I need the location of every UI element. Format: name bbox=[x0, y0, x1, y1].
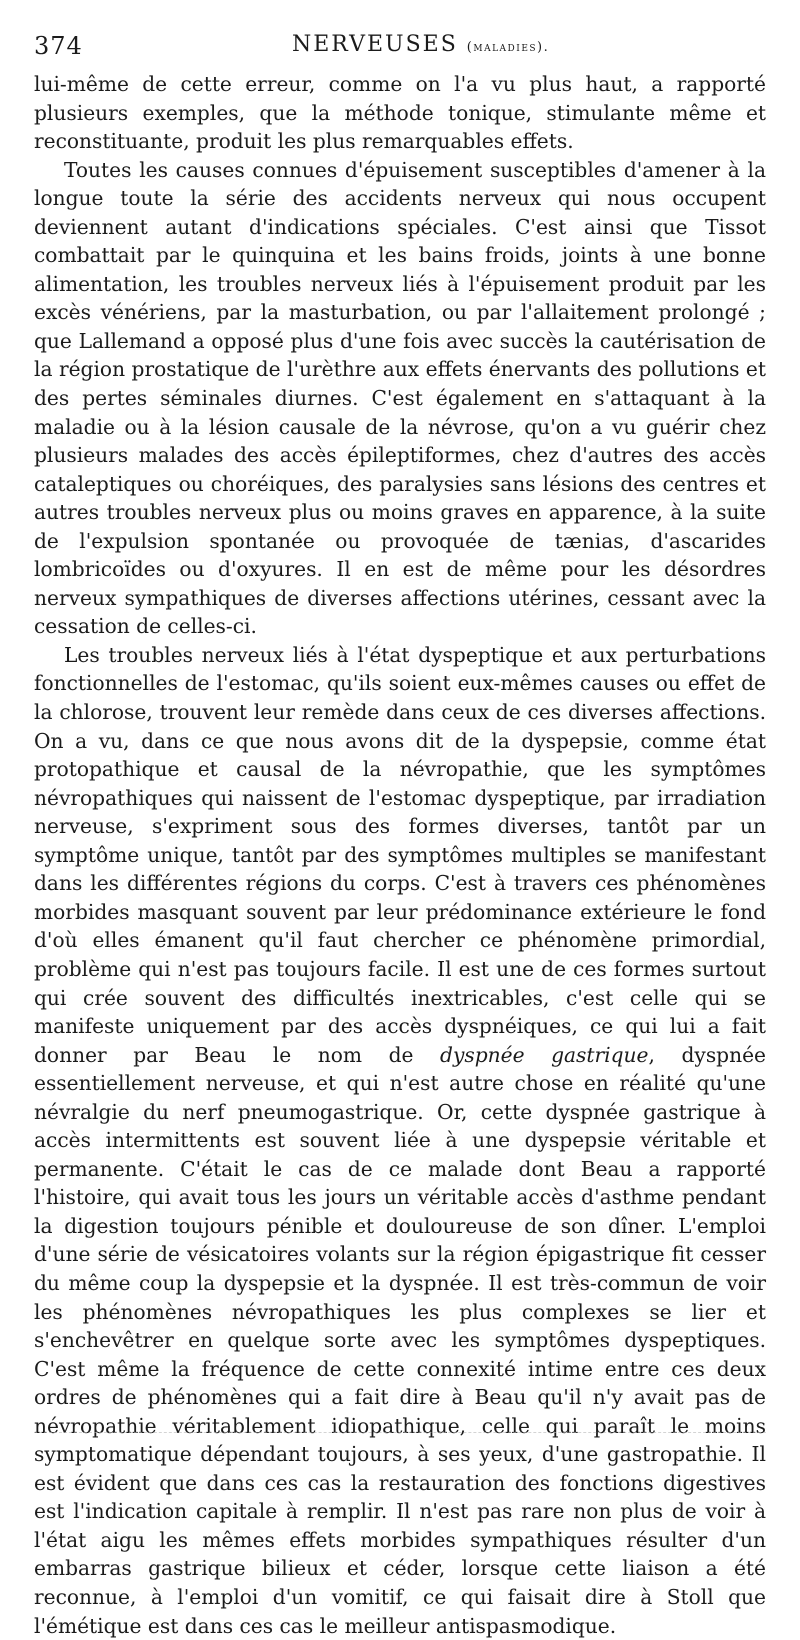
running-title-main: NERVEUSES bbox=[292, 32, 458, 57]
paragraph-text-before-italic: Les troubles nerveux liés à l'état dyspeptique et aux perturbations fonctionnelles de l'estomac, qu'ils soient eux-mêmes causes ou effet de la chlorose, trouvent leur remède dans ceux de ces diverses affections. On a vu, dans ce que nous avons dit de la dyspepsie, comme état protopathique et causal de la névropathie, que les symptômes névropathiques qui naissent de l'estomac dyspeptique, par irradiation nerveuse, s'expriment sous des formes diverses, tantôt par un symptôme unique, tantôt par des symptômes multiples se manifestant dans les différentes régions du corps. C'est à travers ces phénomènes morbides masquant souvent par leur prédominance extérieure le fond d'où elles émanent qu'il faut chercher ce phénomène primordial, problème qui n'est pas toujours facile. Il est une de ces formes surtout qui crée souvent des difficultés inextricables, c'est celle qui se manifeste uniquement par des accès dyspnéiques, ce qui lui a fait donner par Beau le nom de bbox=[34, 642, 766, 1067]
page-number: 374 bbox=[34, 32, 83, 60]
running-header bbox=[34, 28, 760, 64]
running-title bbox=[292, 32, 549, 57]
bottom-rule bbox=[34, 1432, 766, 1433]
paragraph-causes-epuisement: Toutes les causes connues d'épuisement susceptibles d'amener à la longue toute la série des accidents nerveux qui nous occupent deviennent autant d'indications spéciales. C'est ainsi que Tissot combattait par le quinquina et les bains froids, joints à une bonne alimentation, les troubles nerveux liés à l'épuisement produit par les excès vénériens, par la masturbation, ou par l'allaitement prolongé ; que Lallemand a opposé plus d'une fois avec succès la cautérisation de la région prostatique de l'urèthre aux effets énervants des pollutions et des pertes séminales diurnes. C'est également en s'attaquant à la maladie ou à la lésion causale de la névrose, qu'on a vu guérir chez plusieurs malades des accès épileptiformes, chez d'autres des accès cataleptiques ou choréiques, des paralysies sans lésions des centres et autres troubles nerveux plus ou moins graves en apparence, à la suite de l'expulsion spontanée ou provoquée de tænias, d'ascarides lombricoïdes ou d'oxyures. Il en est de même pour les désordres nerveux sympathiques de diverses affections utérines, cessant avec la cessation de celles-ci. bbox=[34, 157, 766, 639]
paragraph-text-after-italic: , dyspnée essentiellement nerveuse, et qui n'est autre chose en réalité qu'une névralgie du nerf pneumogastrique. Or, cette dyspnée gastrique à accès intermittents est souvent liée à une dyspepsie véritable et permanente. C'était le cas de ce malade dont Beau a rapporté l'histoire, qui avait tous les jours un véritable accès d'asthme pendant la digestion toujours pénible et douloureuse de son dîner. L'emploi d'une série de vésicatoires volants sur la région épigastrique fit cesser du même coup la dyspepsie et la dyspnée. Il est très-commun de voir les phénomènes névropathiques les plus complexes se lier et s'enchevêtrer en quelque sorte avec les symptômes dyspeptiques. C'est même la fréquence de cette connexité intime entre ces deux ordres de phénomènes qui a fait dire à Beau qu'il n'y avait pas de névropathie véritablement idiopathique, celle qui paraît le moins symptomatique dépendant toujours, à ses yeux, d'une gastropathie. Il est évident que dans ces cas la restauration des fonctions digestives est l'indication capitale à remplir. Il n'est pas rare non plus de voir à l'état aigu les mêmes effets morbides sympathiques résulter d'un embarras gastrique bilieux et céder, lorsque cette liaison a été reconnue, à l'emploi d'un vomitif, ce qui faisait dire à Stoll que l'émétique est dans ces cas le meilleur antispasmodique. bbox=[34, 1042, 766, 1638]
paragraph-continuation: lui-même de cette erreur, comme on l'a vu plus haut, a rapporté plusieurs exemples, que la méthode tonique, stimulante même et reconstituante, produit les plus remarquables effets. bbox=[34, 72, 766, 154]
body-text bbox=[34, 70, 766, 1640]
italic-term-dyspnee-gastrique: dyspnée gastrique bbox=[440, 1042, 649, 1067]
paragraph-troubles-dyspeptiques bbox=[34, 641, 766, 1640]
running-title-subtitle: (maladies). bbox=[466, 40, 550, 55]
